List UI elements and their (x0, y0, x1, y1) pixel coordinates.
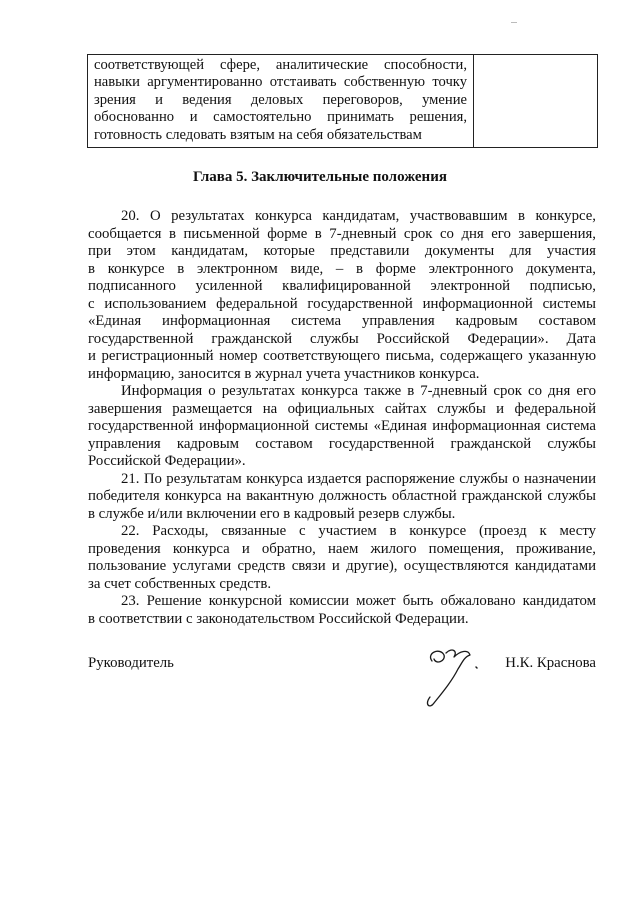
text-line: за счет собственных средств. (88, 575, 272, 592)
text-line: Российской Федерации». (88, 453, 246, 469)
text-line: победителя конкурса на вакантную должность областной гражданской службы (88, 488, 596, 504)
text-line: 21. По результатам конкурса издается распоряжение службы о назначении (121, 470, 596, 487)
text-line: в конкурсе в электронном виде, – в форме электронного документа, (88, 260, 596, 277)
text-line: 23. Решение конкурсной комиссии может быть обжаловано кандидатом (121, 593, 596, 609)
table-line: зрения и ведения деловых переговоров, умение (94, 91, 467, 108)
text-line: информацию, заносится в журнал учета участников конкурса. (88, 365, 480, 382)
text-line: подписанного усиленной квалифицированной электронной подписью, (88, 278, 596, 294)
table-line: готовность следовать взятым на себя обязательствам (94, 126, 422, 143)
text-line: сообщается в письменной форме в 7-дневный срок со дня его завершения, (88, 225, 596, 242)
requirements-table-fragment (87, 54, 598, 148)
handwritten-signature (418, 643, 488, 713)
signatory-position: Руководитель (88, 655, 174, 671)
table-line: обоснованно и самостоятельно принимать решения, (94, 109, 467, 126)
table-cell-right (474, 55, 597, 147)
table-line: соответствующей сфере, аналитические способности, (94, 57, 467, 73)
text-line: пользование услугами средств связи и другие), осуществляются кандидатами (88, 558, 596, 574)
text-line: проведения конкурса и обратно, наем жилого помещения, проживание, (88, 540, 596, 557)
chapter-body (88, 208, 596, 628)
signature-block (88, 655, 596, 725)
table-cell-left (88, 55, 474, 147)
text-line: и регистрационный номер соответствующего письма, содержащего указанную (88, 348, 596, 364)
text-line: «Единая информационная система управления кадровым составом (88, 313, 596, 329)
paragraph-21 (88, 471, 596, 524)
text-line: государственной гражданской службы Российской Федерации». Дата (88, 330, 596, 347)
text-line: управления кадровым составом государственной гражданской службы (88, 435, 596, 452)
signatory-name: Н.К. Краснова (505, 655, 596, 671)
paragraph-22 (88, 523, 596, 593)
scan-mark (511, 22, 517, 23)
text-line: Информация о результатах конкурса также в 7-дневный срок со дня его (121, 383, 596, 399)
text-line: с использованием федеральной государственной информационной системы (88, 295, 596, 312)
text-line: завершения размещается на официальных сайтах службы и федеральной (88, 400, 596, 417)
text-line: 20. О результатах конкурса кандидатам, участвовавшим в конкурсе, (121, 208, 596, 224)
paragraph-results-info (88, 383, 596, 471)
text-line: при этом кандидатам, которые представили документы для участия (88, 243, 596, 259)
text-line: 22. Расходы, связанные с участием в конкурсе (проезд к месту (121, 523, 596, 539)
paragraph-23 (88, 593, 596, 628)
table-line: навыки аргументированно отстаивать собственную точку (94, 74, 467, 91)
paragraph-20 (88, 208, 596, 383)
text-line: в соответствии с законодательством Российской Федерации. (88, 610, 469, 627)
text-line: в службе и/или включении его в кадровый резерв службы. (88, 505, 456, 522)
chapter-title: Глава 5. Заключительные положения (193, 169, 447, 185)
text-line: государственной информационной системы «Единая информационная система (88, 418, 596, 434)
